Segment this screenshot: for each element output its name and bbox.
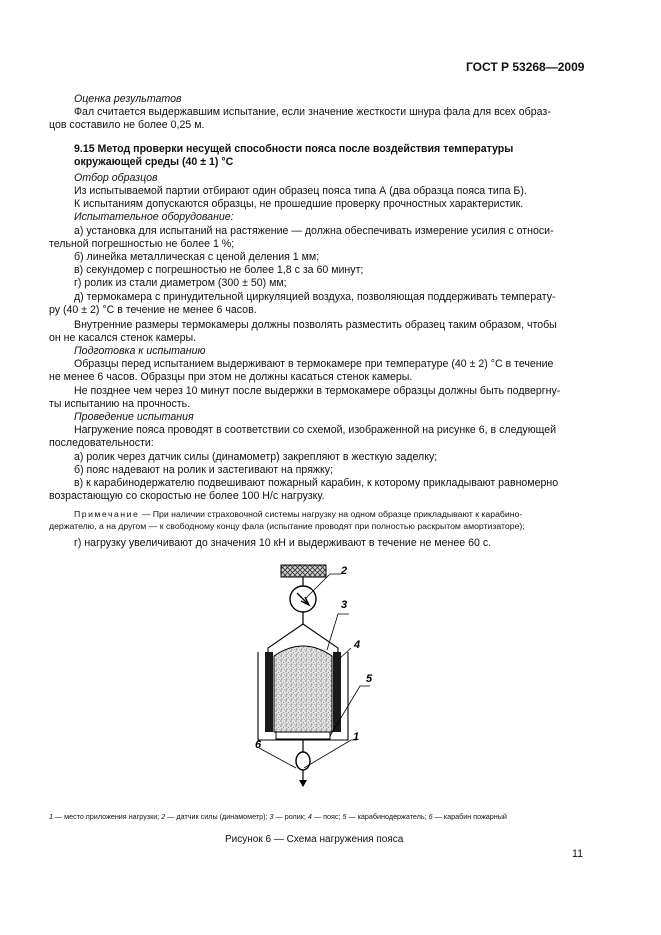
legend-num-6: 6 bbox=[428, 812, 433, 821]
figure-label-4: 4 bbox=[354, 639, 361, 651]
procedure-a: а) ролик через датчик силы (динамометр) закрепляют в жесткую заделку; bbox=[74, 451, 438, 463]
equipment-g: г) ролик из стали диаметром (300 ± 50) мм; bbox=[74, 277, 287, 289]
equipment-heading: Испытательное оборудование: bbox=[74, 211, 234, 223]
load-arrow bbox=[299, 780, 307, 787]
procedure-note-line2: держателю, а на другом — к свободному концу фала (испытание проводят при полностью раскрытом амортизаторе); bbox=[49, 521, 525, 531]
procedure-v-line1: в) к карабинодержателю подвешивают пожарный карабин, к которому прикладывают равномерно bbox=[74, 477, 559, 489]
roller bbox=[274, 646, 332, 732]
legend-text-5: — карабинодержатель; bbox=[346, 812, 429, 821]
equipment-a-line2: тельной погрешностью не более 1 %; bbox=[49, 238, 235, 250]
legend-text-1: — место приложения нагрузки; bbox=[53, 812, 162, 821]
figure-label-6: 6 bbox=[255, 739, 262, 751]
equipment-inner-line2: он не касался стенок камеры. bbox=[49, 332, 197, 344]
sampling-line2: К испытаниям допускаются образцы, не прошедшие проверку прочностных характеристик. bbox=[74, 198, 524, 210]
figure-label-5: 5 bbox=[366, 673, 373, 685]
preparation-p1-line1: Образцы перед испытанием выдерживают в термокамере при температуре (40 ± 2) °С в течение bbox=[74, 358, 554, 370]
figure-label-1: 1 bbox=[353, 731, 360, 743]
sampling-line1: Из испытываемой партии отбирают один образец пояса типа А (два образца пояса типа Б). bbox=[74, 185, 527, 197]
legend-text-2: — датчик силы (динамометр); bbox=[165, 812, 270, 821]
fire-carabiner bbox=[296, 752, 310, 770]
rigid-mount bbox=[281, 565, 326, 577]
preparation-p2-line1: Не позднее чем через 10 минут после выдержки в термокамере образцы должны быть подвергну- bbox=[74, 385, 561, 397]
belt-left-band bbox=[265, 652, 273, 732]
equipment-d-line2: ру (40 ± 2) °С в течение не менее 6 часов. bbox=[49, 304, 257, 316]
figure-label-3: 3 bbox=[341, 599, 348, 611]
note-label: Примечание bbox=[74, 509, 140, 519]
equipment-v: в) секундомер с погрешностью не более 1,8 с за 60 минут; bbox=[74, 264, 364, 276]
equipment-b: б) линейка металлическая с ценой деления 1 мм; bbox=[74, 251, 320, 263]
preparation-p2-line2: ты испытанию на прочность. bbox=[49, 398, 191, 410]
procedure-p1-line1: Нагружение пояса проводят в соответствии со схемой, изображенной на рисунке 6, в следующей bbox=[74, 424, 557, 436]
legend-num-5: 5 bbox=[342, 812, 347, 821]
legend-text-4: — пояс; bbox=[311, 812, 343, 821]
equipment-inner-line1: Внутренние размеры термокамеры должны позволять разместить образец таким образом, чтобы bbox=[74, 319, 557, 331]
note-text: — При наличии страховочной системы нагрузку на одном образце прикладывают к карабино- bbox=[139, 509, 523, 519]
procedure-heading: Проведение испытания bbox=[74, 411, 194, 423]
procedure-b: б) пояс надевают на ролик и застегивают на пряжку; bbox=[74, 464, 334, 476]
procedure-p1-line2: последовательности: bbox=[49, 437, 154, 449]
carabiner-holder bbox=[276, 732, 330, 739]
equipment-d-line1: д) термокамера с принудительной циркуляцией воздуха, позволяющая поддерживать температу- bbox=[74, 291, 556, 303]
legend-num-4: 4 bbox=[307, 812, 312, 821]
section-title-line2: окружающей среды (40 ± 1) °С bbox=[74, 156, 234, 168]
results-heading: Оценка результатов bbox=[74, 93, 182, 105]
results-text-line1: Фал считается выдержавшим испытание, если значение жесткости шнура фала для всех образ- bbox=[74, 106, 551, 118]
section-title-line1: 9.15 Метод проверки несущей способности пояса после воздействия температуры bbox=[74, 143, 514, 155]
figure-caption: Рисунок 6 — Схема нагружения пояса bbox=[225, 834, 404, 845]
legend-text-6: — карабин пожарный bbox=[432, 812, 507, 821]
figure-label-2: 2 bbox=[341, 565, 348, 577]
figure-legend bbox=[49, 810, 507, 823]
equipment-a-line1: а) установка для испытаний на растяжение — должна обеспечивать измерение усилия с относи- bbox=[74, 225, 554, 237]
preparation-heading: Подготовка к испытанию bbox=[74, 345, 206, 357]
procedure-g: г) нагрузку увеличивают до значения 10 кН и выдерживают в течение не менее 60 с. bbox=[74, 537, 492, 549]
legend-num-3: 3 bbox=[269, 812, 274, 821]
document-code: ГОСТ Р 53268—2009 bbox=[466, 60, 585, 74]
results-text-line2: цов составило не более 0,25 м. bbox=[49, 119, 205, 131]
procedure-v-line2: возрастающую со скоростью не более 100 Н/с нагрузку. bbox=[49, 490, 325, 502]
legend-num-2: 2 bbox=[161, 812, 166, 821]
legend-text-3: — ролик; bbox=[273, 812, 308, 821]
page-number: 11 bbox=[572, 848, 583, 860]
sampling-heading: Отбор образцов bbox=[74, 172, 158, 184]
legend-num-1: 1 bbox=[49, 812, 53, 821]
preparation-p1-line2: не менее 6 часов. Образцы при этом не должны касаться стенок камеры. bbox=[49, 371, 413, 383]
